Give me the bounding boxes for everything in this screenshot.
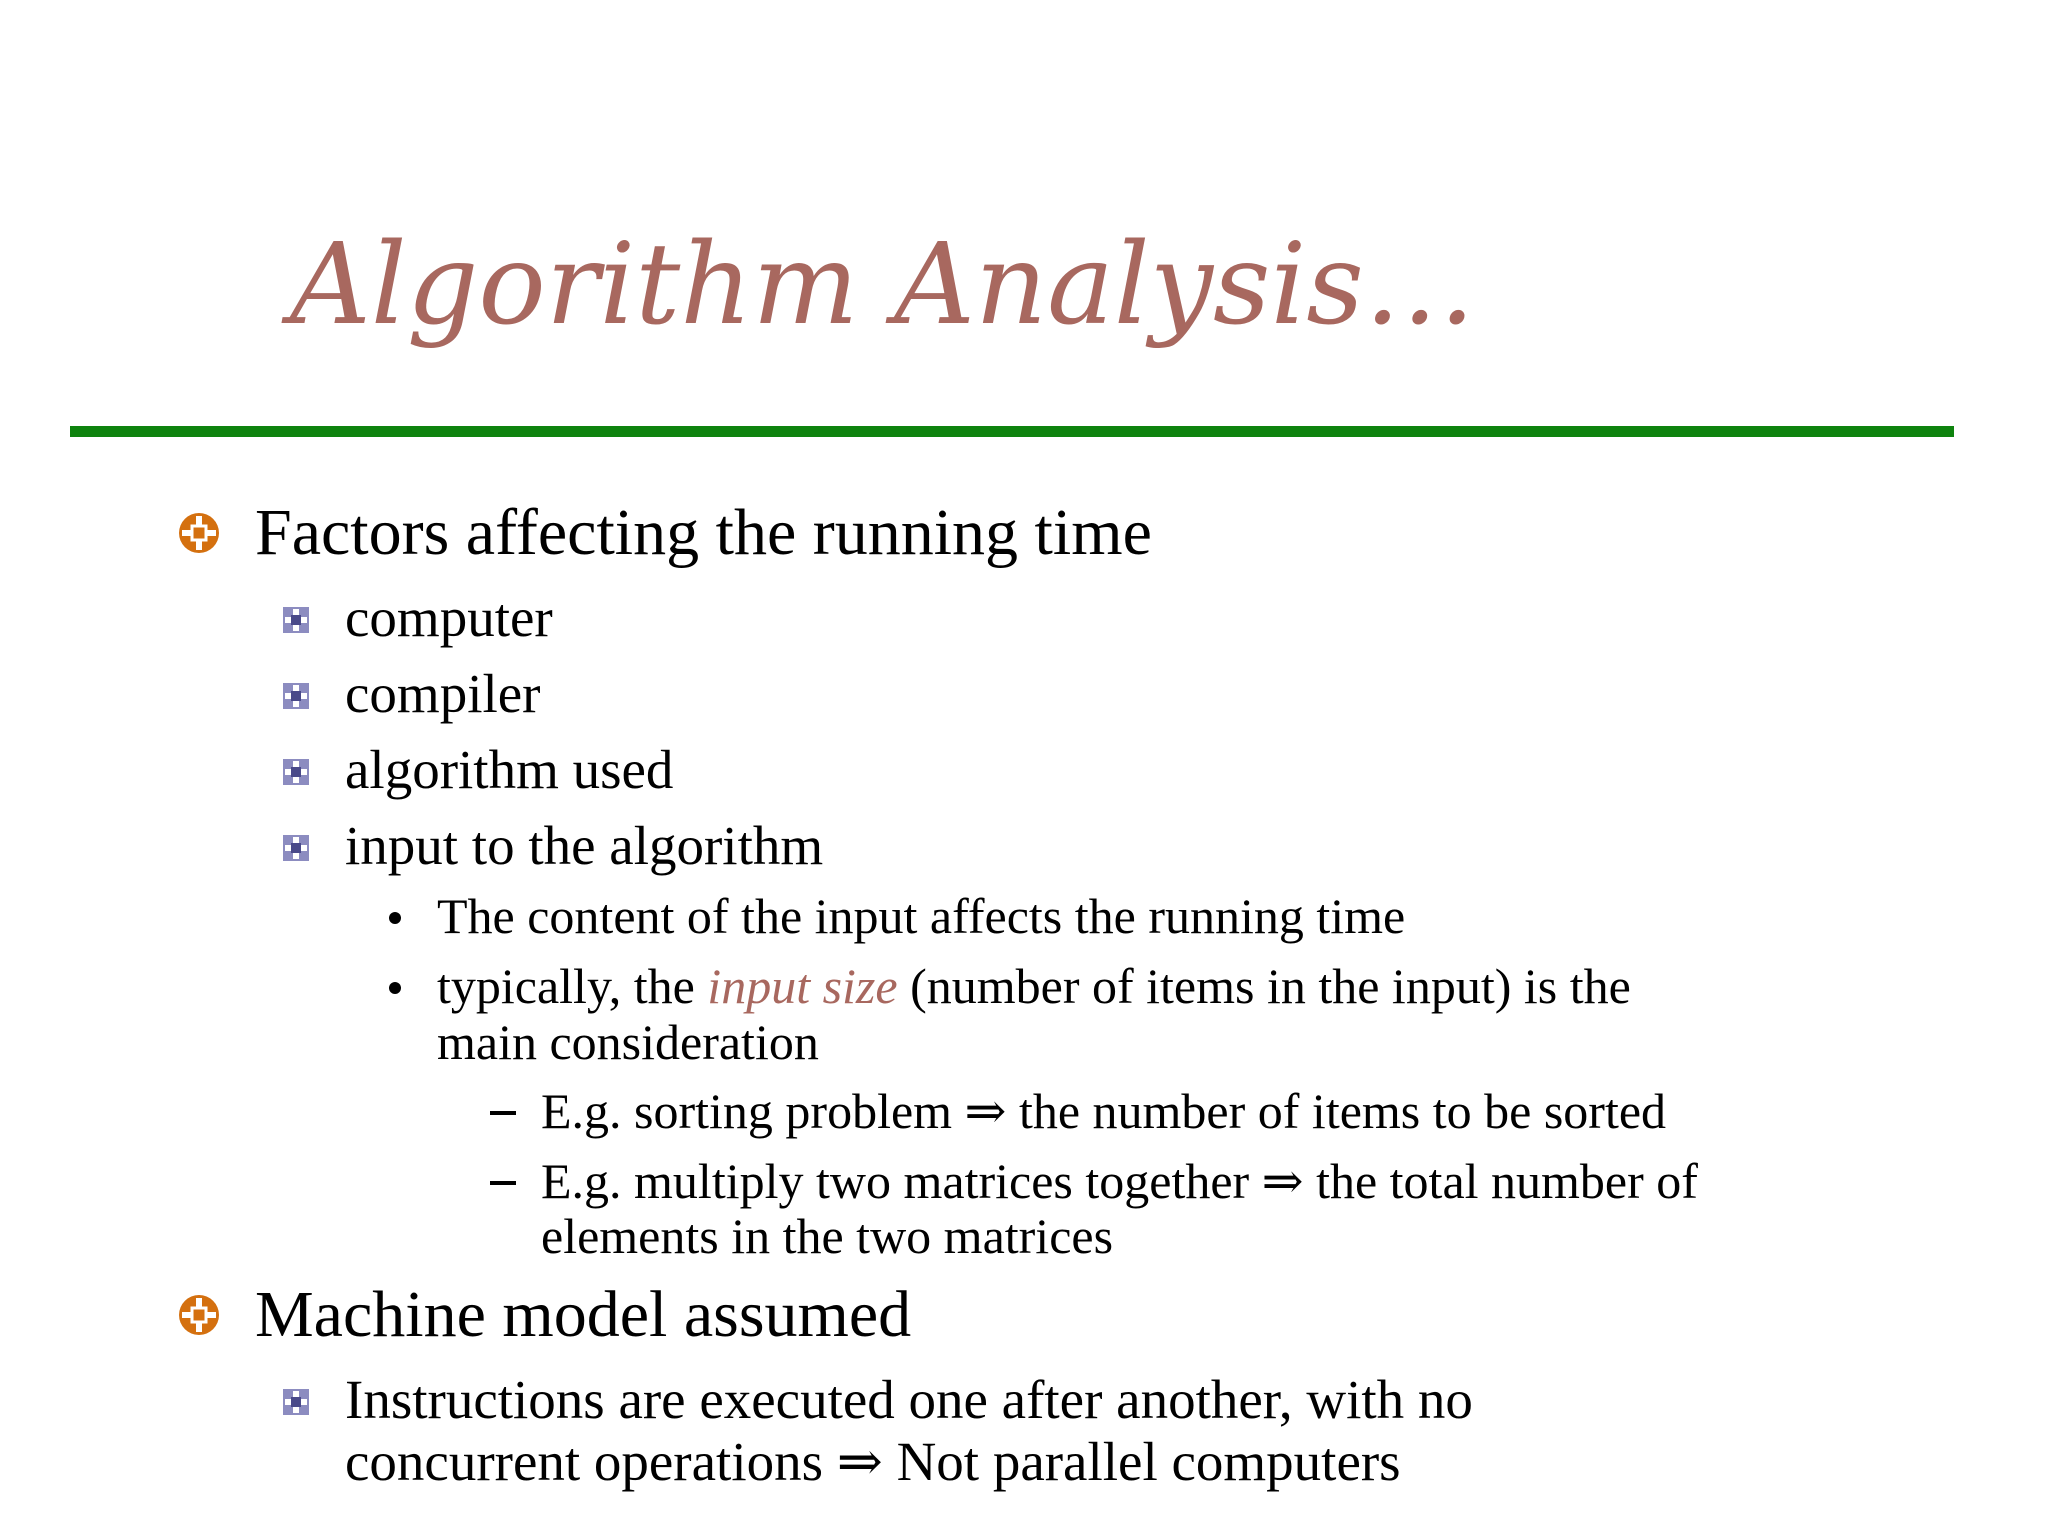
list-item-label: compiler bbox=[345, 663, 541, 724]
sub-item-suffix: (number of items in the input) is the bbox=[897, 958, 1631, 1014]
blue-square-bullet-icon bbox=[282, 1388, 310, 1416]
bullet-dot bbox=[389, 982, 401, 994]
bullet-dash bbox=[490, 1181, 516, 1185]
sub-item-label bbox=[437, 958, 1631, 1014]
bullet-dash bbox=[490, 1111, 516, 1115]
section-heading-label: Factors affecting the running time bbox=[255, 496, 1152, 569]
list-item-label: computer bbox=[345, 587, 553, 648]
slide-title: Algorithm Analysis… bbox=[290, 220, 1476, 350]
blue-square-bullet-icon bbox=[282, 758, 310, 786]
example-label: E.g. multiply two matrices together ⇒ the total number of bbox=[541, 1153, 1698, 1209]
orange-crosshair-bullet-icon bbox=[178, 512, 220, 554]
orange-crosshair-bullet-icon bbox=[178, 1294, 220, 1336]
list-item-label: concurrent operations ⇒ Not parallel computers bbox=[345, 1431, 1401, 1492]
blue-square-bullet-icon bbox=[282, 834, 310, 862]
sub-item-prefix: typically, the bbox=[437, 958, 708, 1014]
input-size-emphasis: input size bbox=[707, 958, 898, 1014]
blue-square-bullet-icon bbox=[282, 606, 310, 634]
list-item-label: Instructions are executed one after another, with no bbox=[345, 1369, 1473, 1430]
section-heading-label: Machine model assumed bbox=[255, 1278, 912, 1351]
bullet-dot bbox=[389, 912, 401, 924]
list-item-label: input to the algorithm bbox=[345, 815, 824, 876]
example-label: E.g. sorting problem ⇒ the number of items to be sorted bbox=[541, 1083, 1667, 1139]
title-divider bbox=[70, 426, 1954, 437]
example-label: elements in the two matrices bbox=[541, 1208, 1114, 1264]
list-item-label: algorithm used bbox=[345, 739, 674, 800]
sub-item-label: The content of the input affects the running time bbox=[437, 888, 1406, 944]
sub-item-label: main consideration bbox=[437, 1014, 819, 1070]
blue-square-bullet-icon bbox=[282, 682, 310, 710]
